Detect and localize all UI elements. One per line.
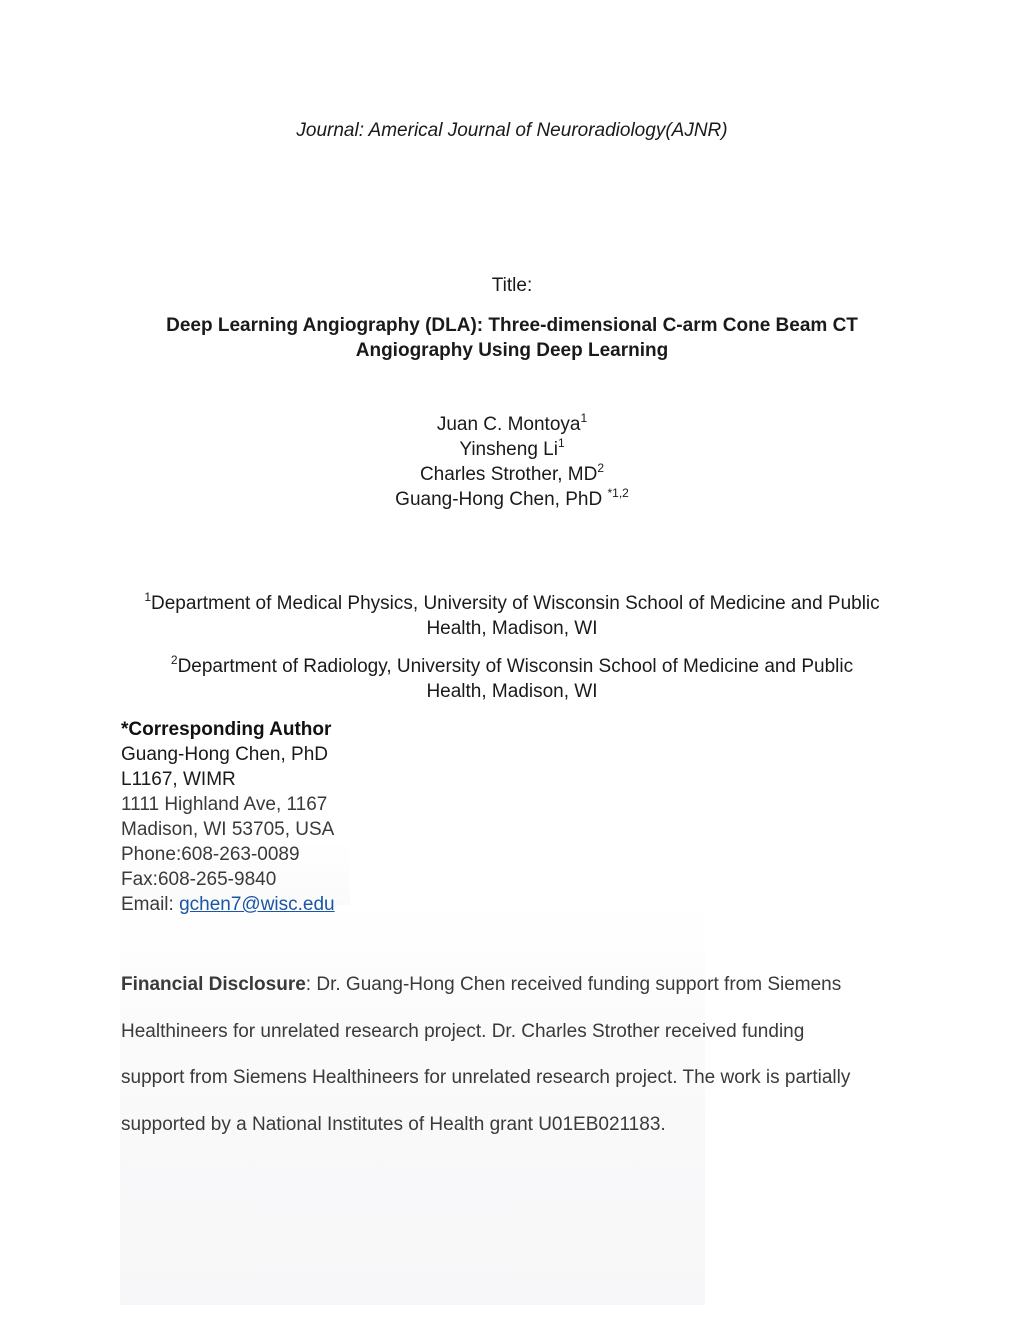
disclosure-line bbox=[121, 962, 911, 1009]
affiliation-line: Health, Madison, WI bbox=[426, 618, 598, 639]
corresponding-author-office: L1167, WIMR bbox=[121, 769, 236, 790]
journal-name: Journal: Americal Journal of Neuroradiology(AJNR) bbox=[296, 120, 728, 141]
paper-title-line: Deep Learning Angiography (DLA): Three-dimensional C-arm Cone Beam CT bbox=[166, 315, 858, 336]
email-link[interactable]: gchen7@wisc.edu bbox=[179, 894, 335, 915]
disclosure-line: support from Siemens Healthineers for unrelated research project. The work is partially bbox=[121, 1067, 851, 1088]
affiliation bbox=[110, 654, 914, 704]
corresponding-author-block bbox=[121, 717, 335, 917]
affiliation-line: Health, Madison, WI bbox=[426, 681, 598, 702]
author-affiliation-mark: 1 bbox=[557, 436, 565, 450]
disclosure-text: : Dr. Guang-Hong Chen received funding support from Siemens bbox=[305, 974, 842, 995]
corresponding-author-city: Madison, WI 53705, USA bbox=[121, 819, 335, 840]
affiliation-mark: 2 bbox=[170, 653, 178, 667]
author-name: Guang-Hong Chen, PhD bbox=[395, 489, 608, 510]
affiliation-line bbox=[110, 591, 914, 616]
author-name: Charles Strother, MD bbox=[419, 464, 598, 485]
corresponding-author-name: Guang-Hong Chen, PhD bbox=[121, 744, 329, 765]
affiliation-mark: 1 bbox=[144, 590, 152, 604]
affiliation-text: Department of Medical Physics, University of Wisconsin School of Medicine and Public bbox=[151, 593, 880, 614]
affiliation-text: Department of Radiology, University of Wisconsin School of Medicine and Public bbox=[177, 656, 854, 677]
corresponding-author-email-row bbox=[121, 892, 335, 917]
paper-title bbox=[140, 313, 884, 363]
title-label: Title: bbox=[491, 275, 533, 296]
corresponding-author-street: 1111 Highland Ave, 1167 bbox=[121, 794, 328, 815]
author-affiliation-mark: *1,2 bbox=[607, 486, 629, 500]
disclosure-heading: Financial Disclosure bbox=[121, 974, 306, 995]
author-list bbox=[0, 412, 1024, 512]
author bbox=[0, 437, 1024, 462]
email-label: Email: bbox=[121, 894, 180, 915]
disclosure-line: supported by a National Institutes of Health grant U01EB021183. bbox=[121, 1113, 666, 1135]
corresponding-author-phone: Phone:608-263-0089 bbox=[121, 844, 300, 865]
author bbox=[0, 462, 1024, 487]
author-affiliation-mark: 1 bbox=[580, 411, 588, 425]
author bbox=[0, 412, 1024, 437]
financial-disclosure bbox=[121, 962, 911, 1148]
author bbox=[0, 487, 1024, 512]
author-affiliation-mark: 2 bbox=[597, 461, 605, 475]
disclosure-line: Healthineers for unrelated research project. Dr. Charles Strother received funding bbox=[121, 1020, 805, 1042]
author-name: Yinsheng Li bbox=[459, 439, 558, 460]
corresponding-author-fax: Fax:608-265-9840 bbox=[121, 869, 277, 890]
paper-title-line: Angiography Using Deep Learning bbox=[355, 340, 669, 361]
author-name: Juan C. Montoya bbox=[436, 414, 581, 435]
affiliation bbox=[110, 591, 914, 641]
corresponding-author-heading: *Corresponding Author bbox=[121, 719, 332, 740]
affiliation-line bbox=[110, 654, 914, 679]
